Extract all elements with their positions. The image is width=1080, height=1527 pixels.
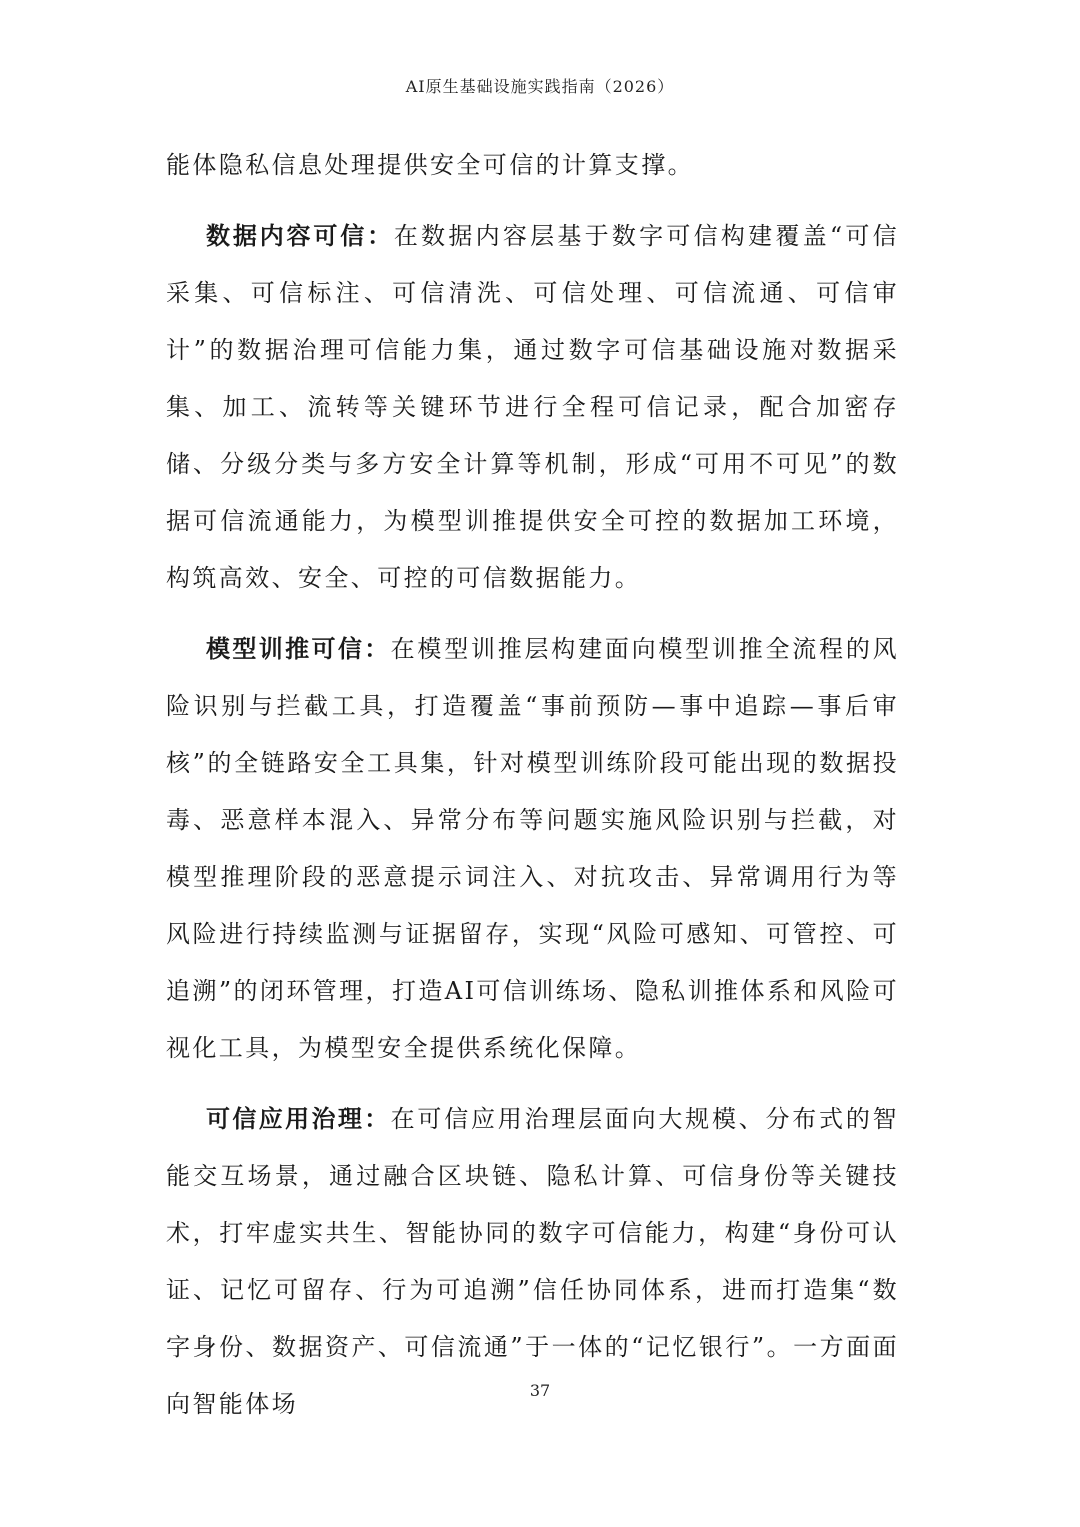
paragraph-text: 在模型训推层构建面向模型训推全流程的风险识别与拦截工具，打造覆盖“事前预防—事中追踪—事后审核”的全链路安全工具集，针对模型训练阶段可能出现的数据投毒、恶意样本混入、异常分布等问题实施风险识别与拦截，对模型推理阶段的恶意提示词注入、对抗攻击、异常调用行为等风险进行持续监测与证据留存，实现“风险可感知、可管控、可追溯”的闭环管理，打造AI可信训练场、隐私训推体系和风险可视化工具，为模型安全提供系统化保障。 (166, 635, 900, 1062)
page-number: 37 (529, 1381, 551, 1400)
paragraph-text: 在数据内容层基于数字可信构建覆盖“可信采集、可信标注、可信清洗、可信处理、可信流通、可信审计”的数据治理可信能力集，通过数字可信基础设施对数据采集、加工、流转等关键环节进行全程可信记录，配合加密存储、分级分类与多方安全计算等机制，形成“可用不可见”的数据可信流通能力，为模型训推提供安全可控的数据加工环境，构筑高效、安全、可控的可信数据能力。 (166, 222, 899, 592)
paragraph-lead-heading: 可信应用治理： (206, 1105, 391, 1133)
page-header: AI原生基础设施实践指南（2026） (405, 77, 675, 96)
paragraph-continuation (166, 137, 899, 194)
paragraph-text: 能体隐私信息处理提供安全可信的计算支撑。 (166, 151, 694, 179)
paragraph-model-training-trust (166, 621, 899, 1077)
document-body (166, 137, 899, 1433)
paragraph-data-content-trust (166, 208, 899, 607)
paragraph-text: 在可信应用治理层面向大规模、分布式的智能交互场景，通过融合区块链、隐私计算、可信身份等关键技术，打牢虚实共生、智能协同的数字可信能力，构建“身份可认证、记忆可留存、行为可追溯”信任协同体系，进而打造集“数字身份、数据资产、可信流通”于一体的“记忆银行”。一方面面向智能体场 (166, 1105, 900, 1418)
paragraph-lead-heading: 模型训推可信： (206, 635, 391, 663)
paragraph-lead-heading: 数据内容可信： (206, 222, 394, 250)
